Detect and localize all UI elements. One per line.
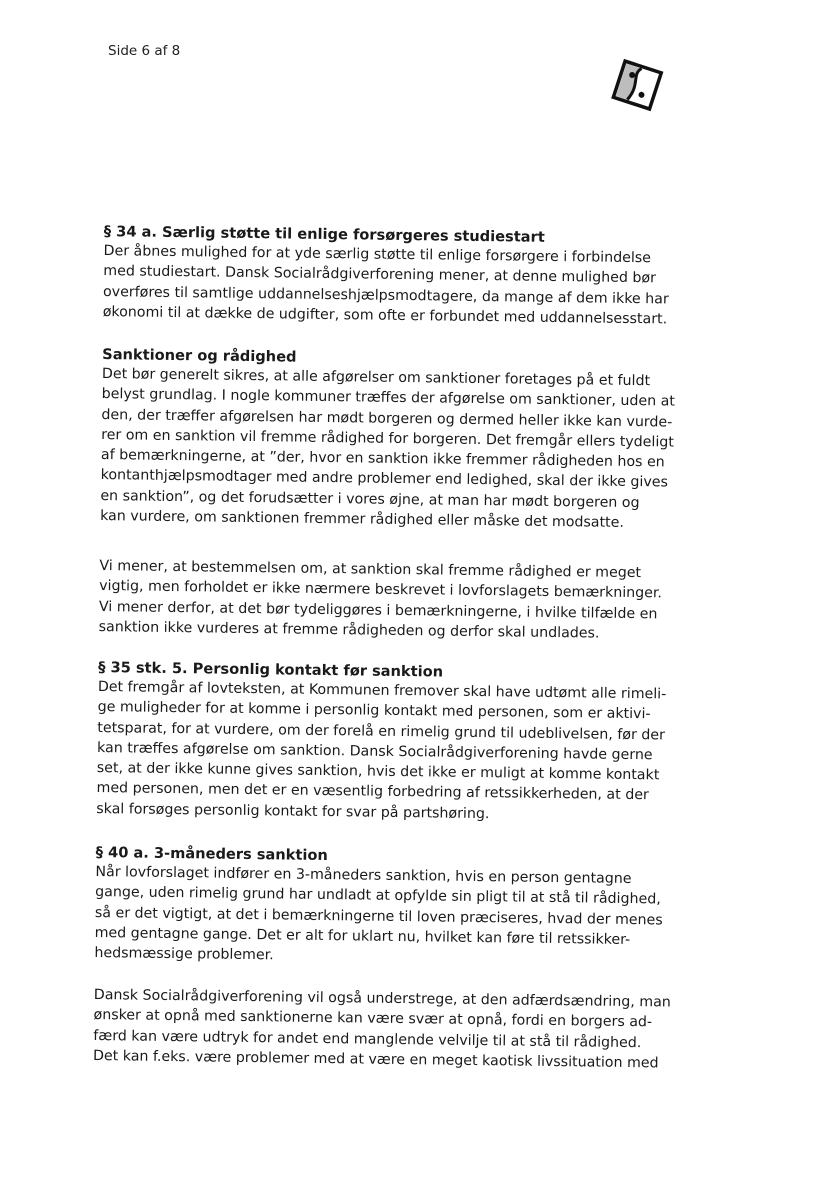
paragraph-line: Vi mener, at bestemmelsen om, at sanktion skal fremme rådighed er meget <box>99 558 642 582</box>
paragraph-line: Det bør generelt sikres, at alle afgørelser om sanktioner foretages på et fuldt <box>101 366 651 390</box>
paragraph-line: overføres til samtlige uddannelseshjælpsmodtagere, da mange af dem ikke har <box>102 283 669 308</box>
paragraph-line: Det fremgår af lovteksten, at Kommunen fremover skal have udtømt alle rimeli- <box>97 679 667 703</box>
section-35-stk5 <box>96 658 673 827</box>
section-heading: § 35 stk. 5. Personlig kontakt før sanktion <box>98 659 444 681</box>
paragraph-line: færd kan være udtryk for andet end manglende velvilje til at stå til rådighed. <box>93 1027 642 1051</box>
paragraph-line: vigtig, men forholdet er ikke nærmere beskrevet i lovforslagets bemærkninger. <box>99 578 663 602</box>
section-heading: § 34 a. Særlig støtte til enlige forsørgeres studiestart <box>103 223 545 246</box>
section-40a <box>94 843 671 971</box>
paragraph-line: rer om en sanktion vil fremme rådighed for borgeren. Det fremgår ellers tydeligt <box>101 426 675 451</box>
paragraph-line: Når lovforslaget indfører en 3-måneders sanktion, hvis en person gentagne <box>95 863 632 888</box>
paragraph-line: af bemærkningerne, at ”der, hvor en sanktion ikke fremmer rådigheden hos en <box>100 447 665 471</box>
paragraph-line: kan vurdere, om sanktionen fremmer rådighed eller måske det modsatte. <box>100 508 625 531</box>
page-number: Side 6 af 8 <box>108 43 181 59</box>
paragraph-line: hedsmæssige problemer. <box>94 945 274 964</box>
section-heading: Sanktioner og rådighed <box>102 346 297 366</box>
paragraph-line: ønsker at opnå med sanktionerne kan være svær at opnå, fordi en borgers ad- <box>93 1007 653 1031</box>
paragraph-line: kontanthjælpsmodtager med andre problemer end ledighed, skal der ikke gives <box>100 467 669 491</box>
paragraph-line: den, der træffer afgørelsen har mødt borgeren og dermed heller ikke kan vurde- <box>101 406 673 431</box>
paragraph-line: Der åbnes mulighed for at yde særlig støtte til enlige forsørgere i forbindelse <box>103 243 652 267</box>
section-sanktioner-paragraph-2 <box>99 556 675 645</box>
paragraph-line: belyst grundlag. I nogle kommuner træffes der afgørelse om sanktioner, uden at <box>101 386 675 410</box>
paragraph-line: en sanktion”, og det forudsætter i vores øjne, at man har mødt borgeren og <box>100 487 640 511</box>
paragraph-line: sanktion ikke vurderes at fremme rådigheden og derfor skal undlades. <box>98 618 600 642</box>
paragraph-line: set, at der ikke kunne gives sanktion, hvis det ikke er muligt at komme kontakt <box>96 760 660 784</box>
paragraph-line: med personen, men det er en væsentlig forbedring af retssikkerheden, at der <box>96 780 649 804</box>
section-34a <box>103 222 679 330</box>
section-heading: § 40 a. 3-måneders sanktion <box>95 843 328 865</box>
paragraph-line: så er det vigtigt, at det i bemærkningerne til loven præciseres, hvad der menes <box>94 904 663 929</box>
paragraph-line: tetsparat, for at vurdere, om der forelå en rimelig grund til udeblivelsen, før der <box>97 719 666 744</box>
paragraph-line: økonomi til at dække de udgifter, som ofte er forbundet med uddannelsesstart. <box>102 303 668 328</box>
paragraph-line: skal forsøges personlig kontakt for svar på partshøring. <box>96 800 490 822</box>
paragraph-line: med studiestart. Dansk Socialrådgiverforening mener, at denne mulighed bør <box>103 263 657 287</box>
section-sanktioner <box>100 345 677 534</box>
paragraph-line: ge muligheder for at komme i personlig kontakt med personen, som er aktivi- <box>97 699 651 723</box>
paragraph-line: gange, uden rimelig grund har undladt at opfylde sin pligt til at stå til rådighed, <box>95 884 661 908</box>
paragraph-line: Dansk Socialrådgiverforening vil også understrege, at den adfærdsændring, man <box>93 986 671 1011</box>
paragraph-line: med gentagne gange. Det er alt for uklart nu, hvilket kan føre til retssikker- <box>94 924 631 948</box>
paragraph-line: kan træffes afgørelse om sanktion. Dansk Socialrådgiverforening havde gerne <box>96 739 653 764</box>
section-40a-paragraph-2 <box>93 985 669 1074</box>
paragraph-line: Vi mener derfor, at det bør tydeliggøres i bemærkningerne, i hvilke tilfælde en <box>98 598 658 622</box>
paragraph-line: Det kan f.eks. være problemer med at være en meget kaotisk livssituation med <box>92 1047 659 1072</box>
